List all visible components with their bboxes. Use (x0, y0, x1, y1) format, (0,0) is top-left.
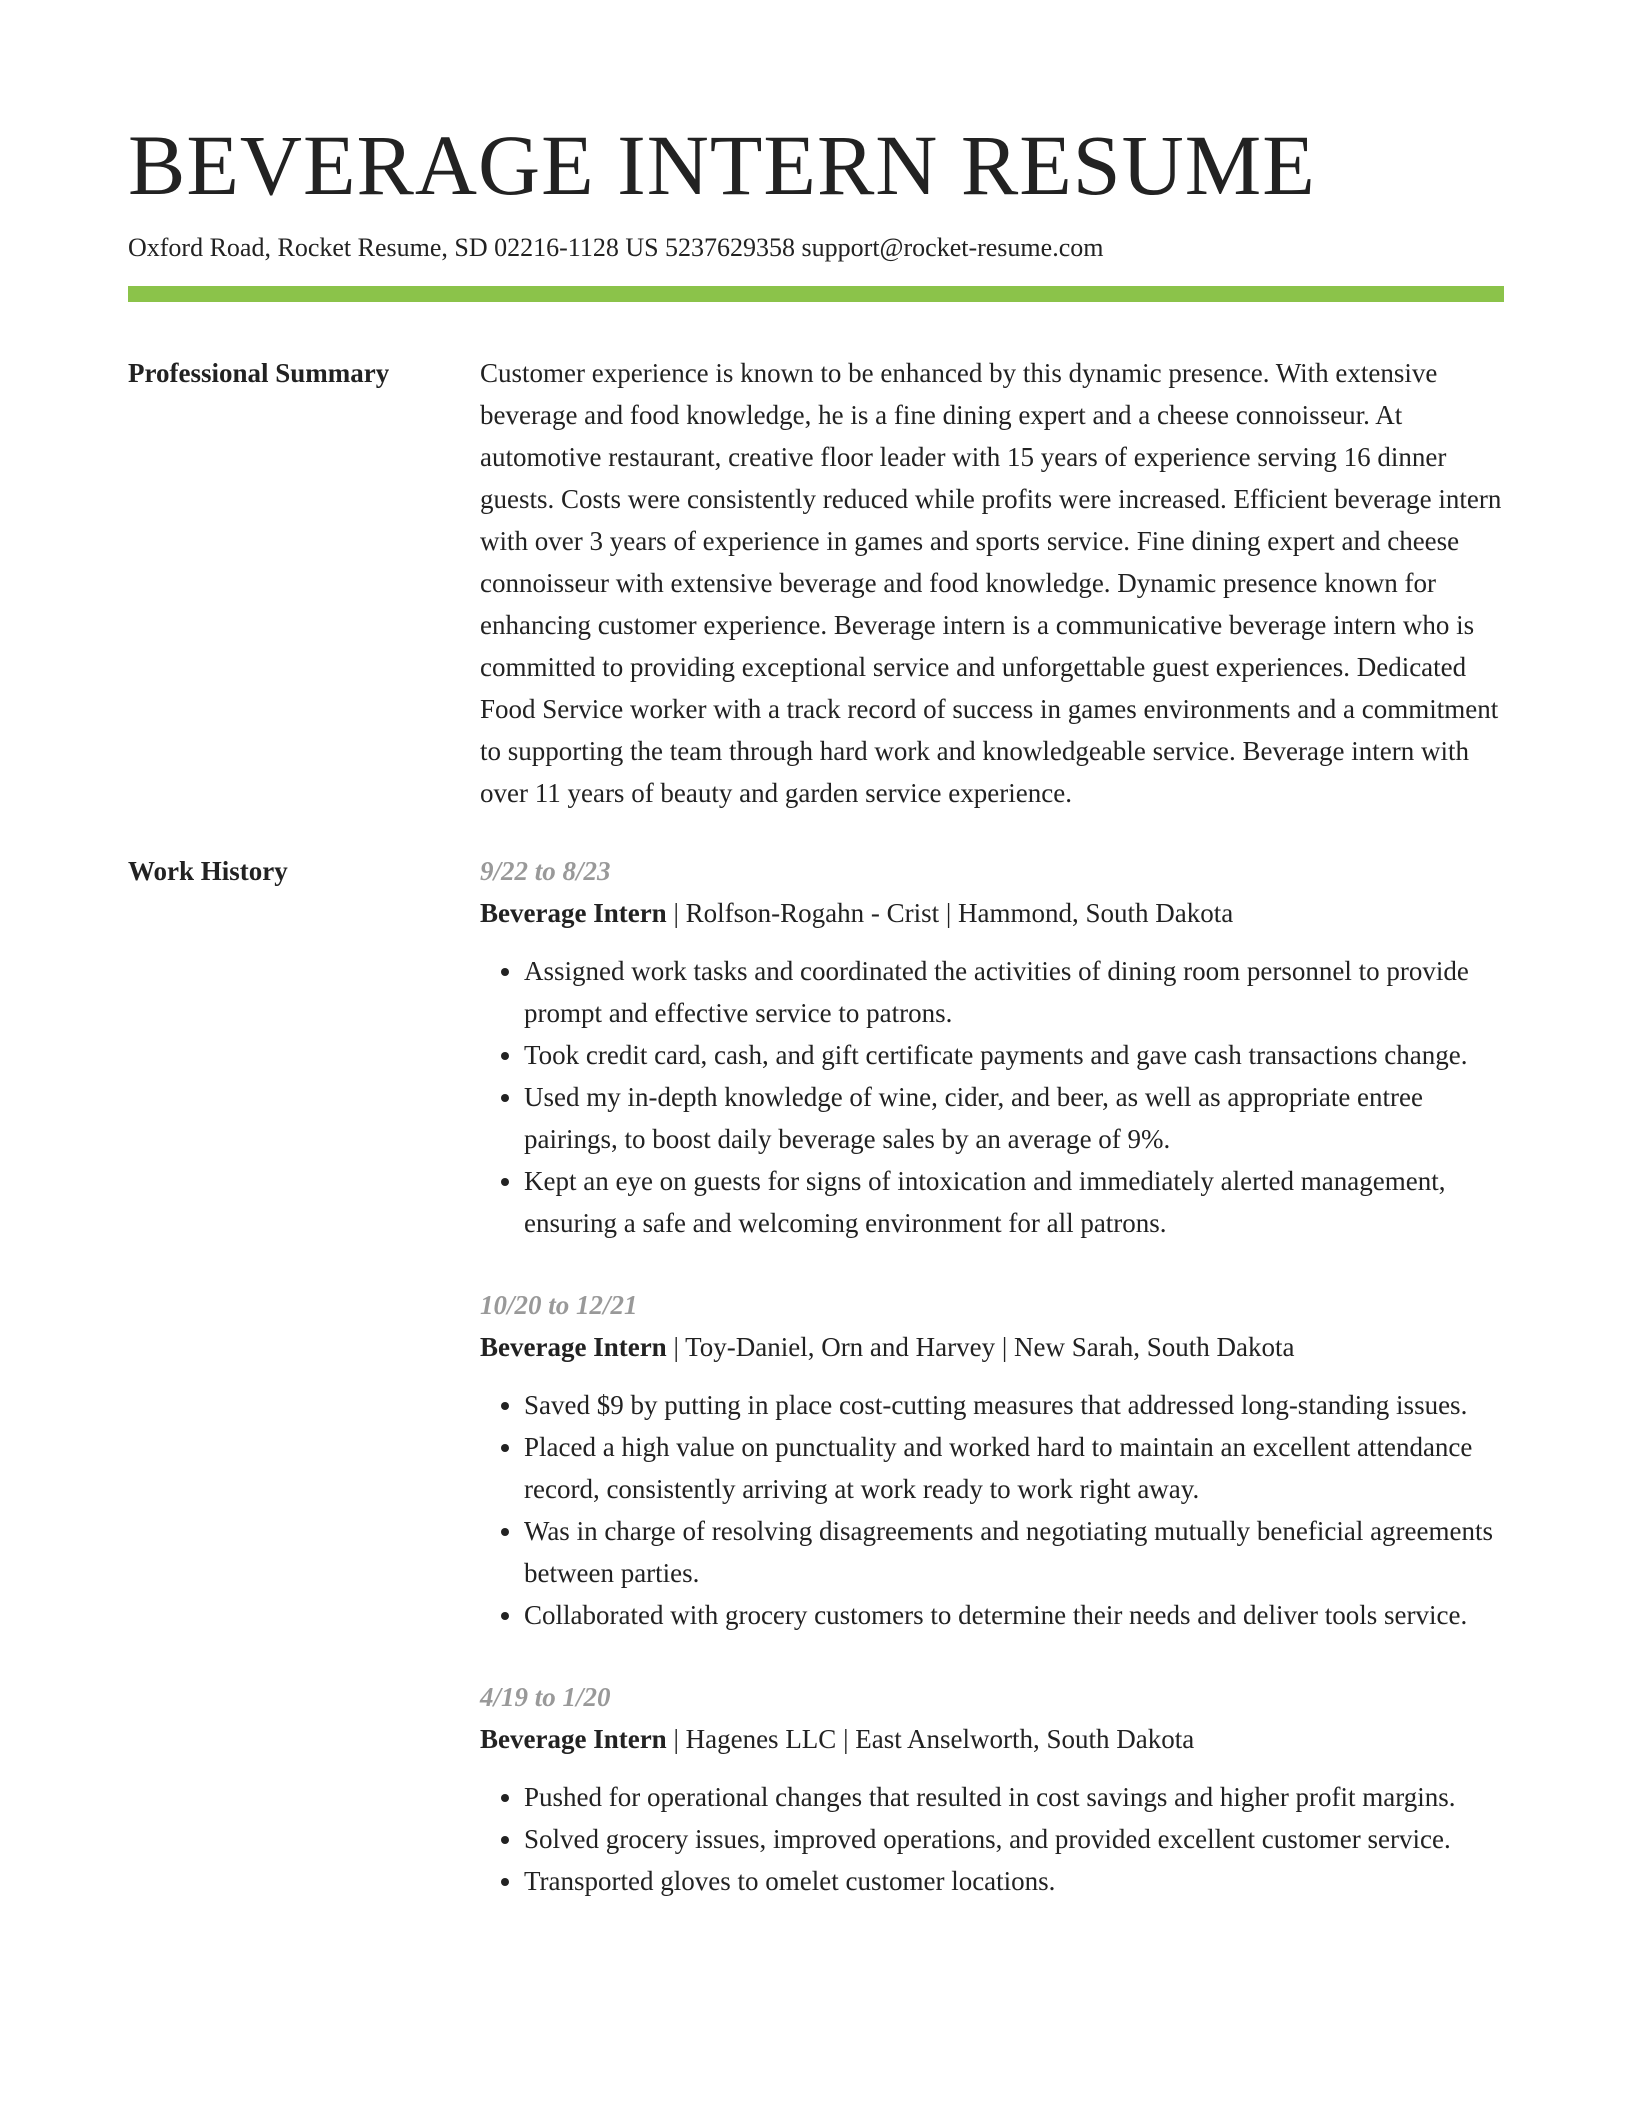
job-heading (480, 1326, 1504, 1368)
job-bullet-list (480, 1776, 1504, 1902)
job-dates: 9/22 to 8/23 (480, 856, 611, 887)
job-bullet: • Kept an eye on guests for signs of intoxication and immediately alerted management, ensuring a safe and welcoming environment for all patrons. (524, 1160, 1504, 1244)
job-bullet-list (480, 950, 1504, 1244)
job-company: Toy-Daniel, Orn and Harvey (685, 1332, 996, 1363)
professional-summary-section (128, 352, 1504, 814)
job-bullet: • Used my in-depth knowledge of wine, cider, and beer, as well as appropriate entree pairings, to boost daily beverage sales by an average of 9%. (524, 1076, 1504, 1160)
job-title: Beverage Intern (480, 898, 667, 929)
job-bullet: • Was in charge of resolving disagreements and negotiating mutually beneficial agreements between parties. (524, 1510, 1504, 1594)
job-entry (480, 1284, 1504, 1636)
job-separator: | (666, 1724, 686, 1755)
job-bullet: • Assigned work tasks and coordinated the activities of dining room personnel to provide prompt and effective service to patrons. (524, 950, 1504, 1034)
job-separator: | (939, 898, 959, 929)
resume-title: BEVERAGE INTERN RESUME (128, 117, 1316, 213)
section-label-summary: Professional Summary (128, 358, 390, 389)
job-entry (480, 1676, 1504, 1902)
job-location: New Sarah, South Dakota (1014, 1332, 1295, 1363)
job-bullet: • Solved grocery issues, improved operations, and provided excellent customer service. (524, 1818, 1504, 1860)
summary-text: Customer experience is known to be enhanced by this dynamic presence. With extensive beverage and food knowledge, he is a fine dining expert and a cheese connoisseur. At automotive restaurant, creative floor leader with 15 years of experience serving 16 dinner guests. Costs were consistently reduced while profits were increased. Efficient beverage intern with over 3 years of experience in games and sports service. Fine dining expert and cheese connoisseur with extensive beverage and food knowledge. Dynamic presence known for enhancing customer experience. Beverage intern is a communicative beverage intern who is committed to providing exceptional service and unforgettable guest experiences. Dedicated Food Service worker with a track record of success in games environments and a commitment to supporting the team through hard work and knowledgeable service. Beverage intern with over 11 years of beauty and garden service experience. (480, 358, 1502, 809)
job-bullet: • Saved $9 by putting in place cost-cutting measures that addressed long-standing issues. (524, 1384, 1504, 1426)
job-location: East Anselworth, South Dakota (855, 1724, 1195, 1755)
job-dates: 4/19 to 1/20 (480, 1682, 611, 1713)
job-separator: | (666, 1332, 686, 1363)
job-separator: | (666, 898, 686, 929)
section-label-work: Work History (128, 856, 288, 887)
job-company: Hagenes LLC (685, 1724, 837, 1755)
job-heading (480, 892, 1504, 934)
job-title: Beverage Intern (480, 1724, 667, 1755)
job-heading (480, 1718, 1504, 1760)
job-location: Hammond, South Dakota (958, 898, 1234, 929)
job-bullet: • Took credit card, cash, and gift certificate payments and gave cash transactions change. (524, 1034, 1504, 1076)
job-bullet: • Transported gloves to omelet customer locations. (524, 1860, 1504, 1902)
job-bullet: • Pushed for operational changes that resulted in cost savings and higher profit margins. (524, 1776, 1504, 1818)
work-history-section (128, 850, 1504, 1942)
contact-info: Oxford Road, Rocket Resume, SD 02216-1128 US 5237629358 support@rocket-resume.com (128, 232, 1104, 262)
job-company: Rolfson-Rogahn - Crist (685, 898, 940, 929)
job-separator: | (995, 1332, 1015, 1363)
resume-page (128, 118, 1504, 1942)
accent-divider (128, 286, 1504, 302)
job-bullet: • Collaborated with grocery customers to determine their needs and deliver tools service. (524, 1594, 1504, 1636)
job-bullet-list (480, 1384, 1504, 1636)
job-dates: 10/20 to 12/21 (480, 1290, 638, 1321)
job-separator: | (836, 1724, 856, 1755)
job-bullet: • Placed a high value on punctuality and worked hard to maintain an excellent attendance record, consistently arriving at work ready to work right away. (524, 1426, 1504, 1510)
job-entry (480, 850, 1504, 1244)
work-history-list (480, 850, 1504, 1942)
job-title: Beverage Intern (480, 1332, 667, 1363)
